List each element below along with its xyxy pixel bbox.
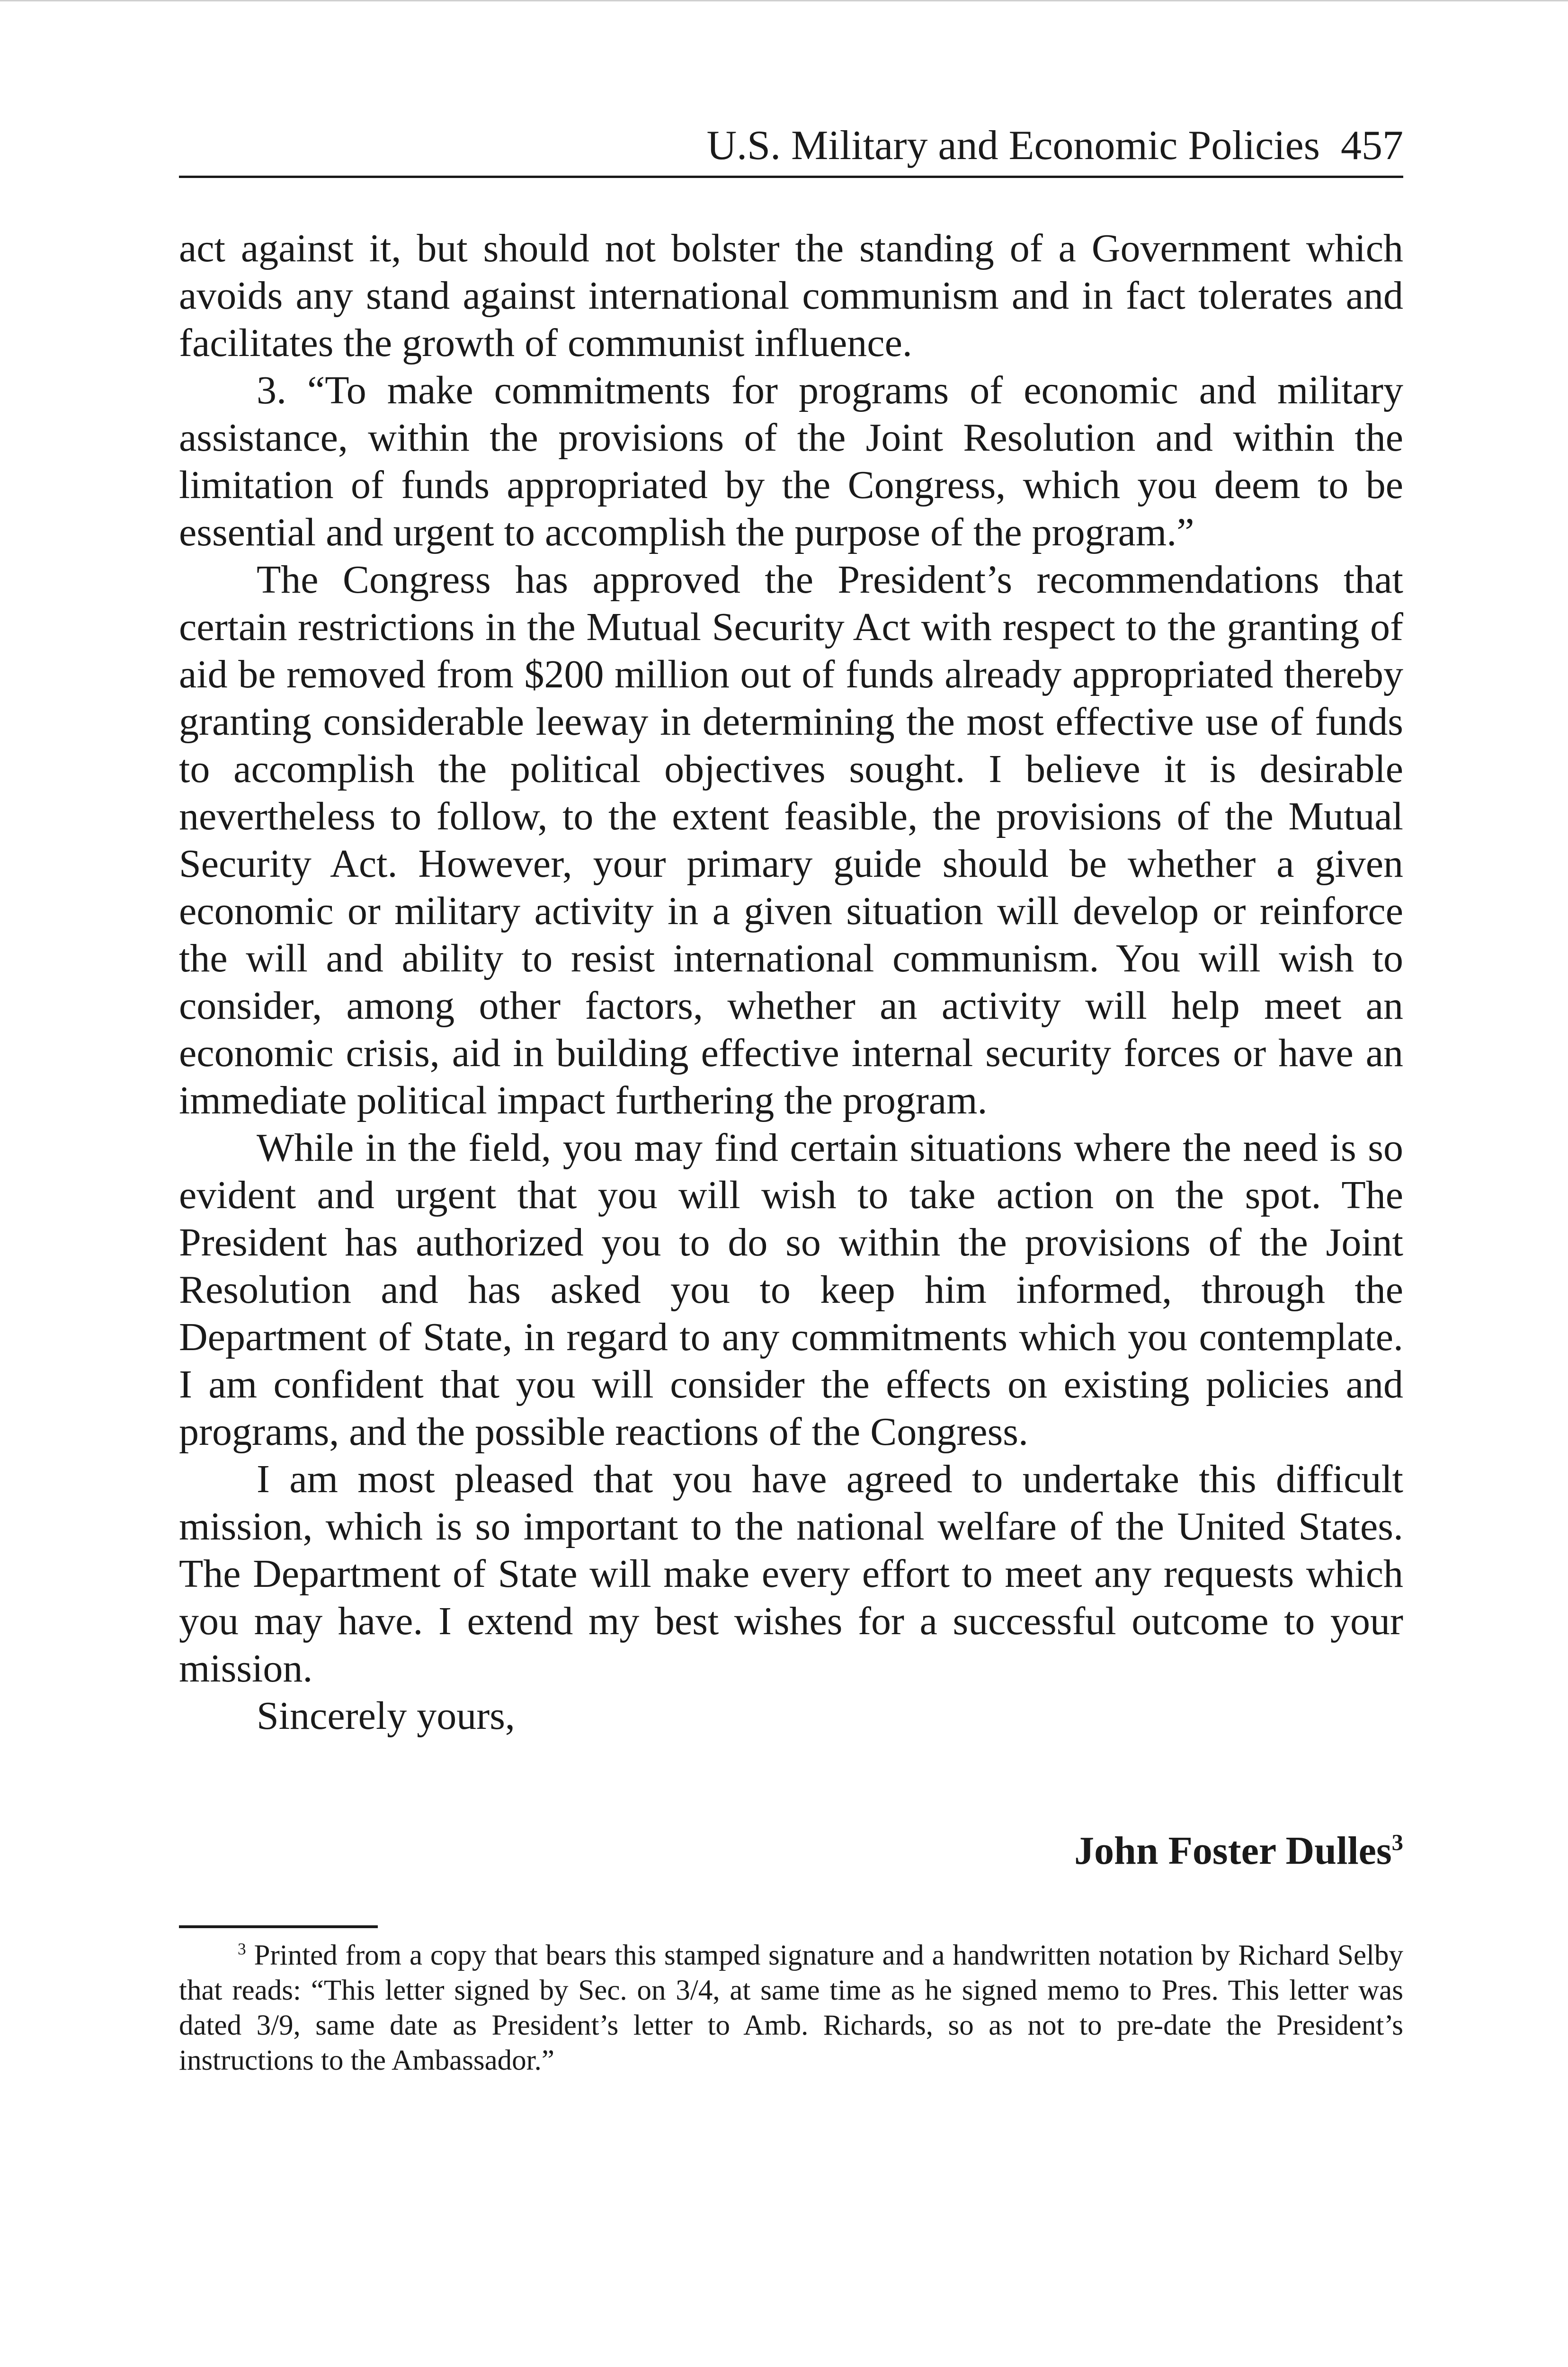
paragraph-5: I am most pleased that you have agreed to undertake this difficult mission, which is so important to the national welfare of the United States. The Department of State will make every effort to meet any requests which you may have. I extend my best wishes for a successful outcome to your mission. <box>179 1457 1403 1691</box>
footnote-text: Printed from a copy that bears this stamped signature and a handwritten notation by Richard Selby that reads: “This letter signed by Sec. on 3/4, at same time as he signed memo to Pres. This letter was dated 3/9, same date as President’s letter to Amb. Richards, so as not to pre-date the President’s instructions to the Ambassador.” <box>179 1940 1403 2076</box>
footnote <box>179 1938 1403 2078</box>
signature-block <box>179 1827 1403 1875</box>
signature-footnote-ref: 3 <box>1391 1830 1403 1855</box>
signature-name: John Foster Dulles <box>1074 1829 1392 1873</box>
running-head <box>179 122 1403 178</box>
paragraph-2: 3. “To make commitments for programs of economic and military assistance, within the provisions of the Joint Resolution and within the limitation of funds appropriated by the Congress, which you deem to be essential and urgent to accomplish the purpose of the program.” <box>179 368 1403 554</box>
paragraph-4: While in the field, you may find certain situations where the need is so evident and urgent that you will wish to take action on the spot. The President has authorized you to do so within the provisions of the Joint Resolution and has asked you to keep him informed, through the Department of State, in regard to any commitments which you contemplate. I am confident that you will consider the effects on existing policies and programs, and the possible reactions of the Congress. <box>179 1126 1403 1454</box>
letter-body <box>179 225 1403 1740</box>
running-title: U.S. Military and Economic Policies <box>706 123 1320 169</box>
page-top-rule <box>0 0 1568 1</box>
paragraph-1: act against it, but should not bolster the standing of a Government which avoids any stand against international communism and in fact tolerates and facilitates the growth of communist influence. <box>179 226 1403 365</box>
paragraph-3: The Congress has approved the President’s recommendations that certain restrictions in the Mutual Security Act with respect to the granting of aid be removed from $200 million out of funds already appropriated thereby granting considerable leeway in determining the most effective use of funds to accomplish the political objectives sought. I believe it is desirable nevertheless to follow, to the extent feasible, the provisions of the Mutual Security Act. However, your primary guide should be whether a given economic or military activity in a given situation will develop or reinforce the will and ability to resist international communism. You will wish to consider, among other factors, whether an activity will help meet an economic crisis, aid in building effective internal security forces or have an immediate political impact furthering the program. <box>179 558 1403 1122</box>
footnote-rule <box>179 1925 378 1928</box>
footnote-marker: 3 <box>238 1939 246 1958</box>
closing-salutation: Sincerely yours, <box>257 1694 515 1738</box>
page-number: 457 <box>1341 123 1403 169</box>
